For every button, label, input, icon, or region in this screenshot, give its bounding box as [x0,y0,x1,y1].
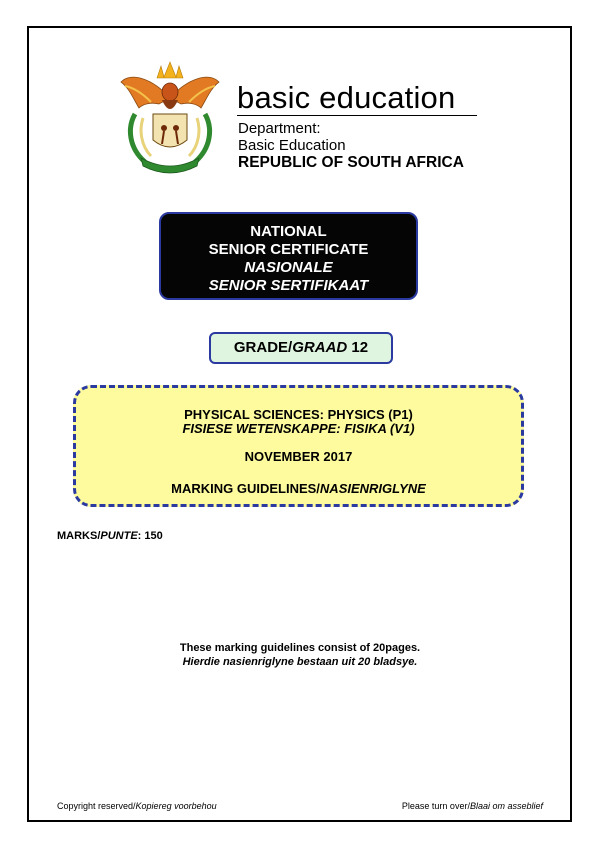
marks-label-af: PUNTE [100,530,138,542]
footer-turn-over [402,801,543,811]
subject-title-af: FISIESE WETENSKAPPE: FISIKA (V1) [182,421,415,436]
subject-title-en: PHYSICAL SCIENCES: PHYSICS (P1) [184,407,413,422]
brand-underline [237,115,477,116]
certificate-banner [159,212,418,300]
guidelines-en: MARKING GUIDELINES/ [171,481,320,496]
guidelines-title [76,481,521,496]
coat-of-arms-logo [117,58,223,176]
country-name: REPUBLIC OF SOUTH AFRICA [238,154,464,171]
total-marks [57,530,163,542]
certificate-line-1: NATIONAL [250,223,327,240]
grade-value: 12 [347,339,369,356]
subject-panel [73,385,524,507]
page-count-en: These marking guidelines consist of 20pages. [179,642,421,654]
certificate-line-2: SENIOR CERTIFICATE [208,241,369,258]
marks-value: : 150 [137,530,163,542]
brand-title: basic education [237,80,456,115]
copyright-en: Copyright reserved/ [57,801,136,811]
page-count-note [0,641,600,669]
turn-over-af: Blaai om asseblief [469,801,543,811]
footer-copyright [57,801,217,811]
guidelines-af: NASIENRIGLYNE [319,481,426,496]
certificate-line-3: NASIONALE [244,259,333,276]
copyright-af: Kopiereg voorbehou [135,801,217,811]
exam-date: NOVEMBER 2017 [244,449,353,464]
page-count-af: Hierdie nasienriglyne bestaan uit 20 bladsye. [182,656,418,668]
grade-label-en: GRADE/ [233,339,293,356]
certificate-line-4: SENIOR SERTIFIKAAT [208,277,369,294]
department-label: Department: [238,120,321,137]
marks-label-en: MARKS/ [57,530,101,542]
turn-over-en: Please turn over/ [401,801,470,811]
department-name: Basic Education [238,137,346,154]
grade-label-af: GRAAD [292,339,348,356]
grade-badge [209,332,393,364]
